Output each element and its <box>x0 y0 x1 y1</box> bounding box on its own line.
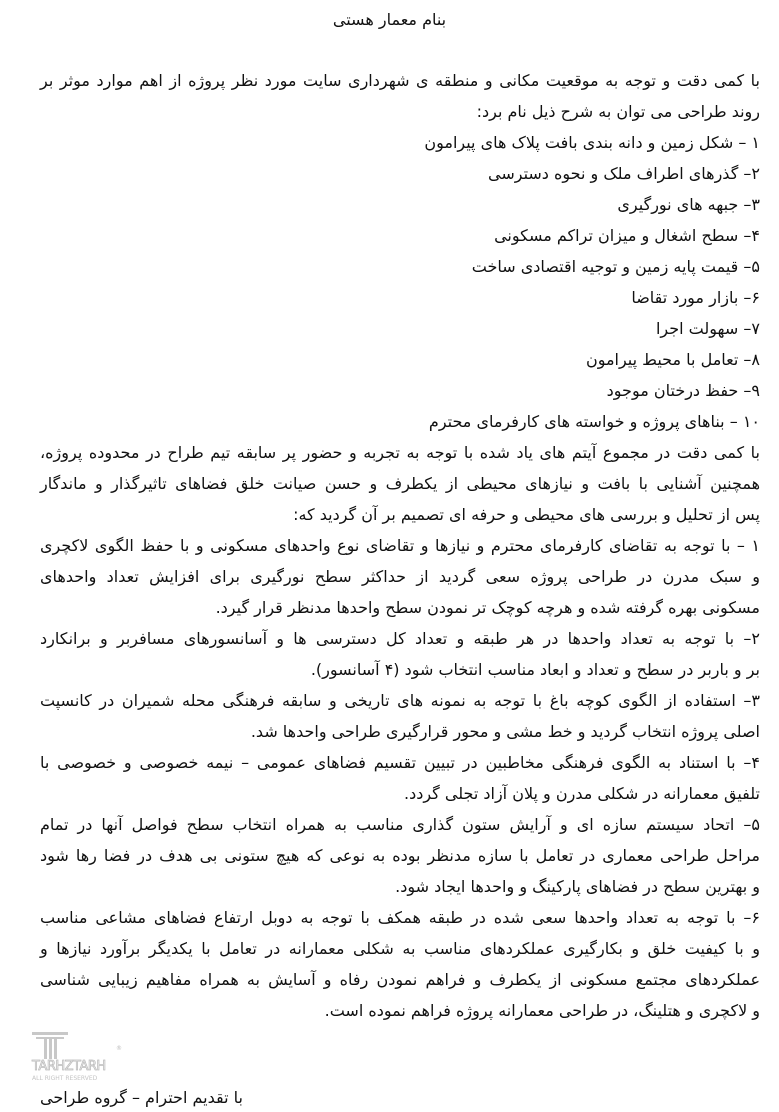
decision-line: و بهترین سطح در فضاهای پارکینگ و واحدها ایجاد شود. <box>395 877 760 896</box>
svg-text:®: ® <box>116 1045 122 1052</box>
summary-line: پس از تحلیل و بررسی های محیطی و حرفه ای تصمیم بر آن گردید که: <box>293 505 760 524</box>
decision-line: ۴– با استناد به الگوی فرهنگی مخاطبین در تبیین تقسیم فضاهای عمومی – نیمه خصوصی و خصوصی با <box>40 753 760 772</box>
decision-line: بر و باربر در سطح و تعداد و ابعاد مناسب انتخاب شود (۴ آسانسور). <box>310 660 760 679</box>
decision-line: ۱ – با توجه به تقاضای کارفرمای محترم و نیازها و تقاضای نوع واحدهای مسکونی و با حفظ الگوی لاکچری <box>40 536 760 555</box>
document-body <box>40 65 760 1026</box>
watermark-logo <box>28 1030 128 1082</box>
column-logo-icon <box>28 1030 128 1082</box>
factor-item: ۱ – شکل زمین و دانه بندی بافت پلاک های پیرامون <box>424 133 760 152</box>
factor-item: ۳– جبهه های نورگیری <box>617 195 760 214</box>
decision-line: اصلی پروژه انتخاب گردید و خط مشی و محور قرارگیری طراحی واحدها شد. <box>250 722 760 741</box>
factor-item: ۱۰ – بناهای پروژه و خواسته های کارفرمای محترم <box>428 412 760 431</box>
signature: با تقدیم احترام – گروه طراحی <box>40 1088 243 1107</box>
factor-item: ۶– بازار مورد تقاضا <box>631 288 760 307</box>
summary-line: با کمی دقت در مجموع آیتم های یاد شده با توجه به تجربه و حضور پر سابقه تیم طراح در محدوده پروژه، <box>40 443 760 462</box>
decision-line: و سبک مدرن در طراحی پروژه سعی گردید از حداکثر سطح نورگیری برای افزایش تعداد واحدهای <box>40 567 760 586</box>
svg-text:TARHZTARH: TARHZTARH <box>32 1059 106 1074</box>
decision-line: ۵– اتحاد سیستم سازه ای و آرایش ستون گذاری مناسب به همراه انتخاب سطح فواصل آنها در تمام <box>40 815 760 834</box>
decision-line: و لاکچری و هتلینگ، در طراحی معمارانه پروژه فراهم نموده است. <box>324 1001 760 1020</box>
summary-line: همچنین آشنایی با بافت و نیازهای محیطی از یکطرف و حسن صیانت خلق فضاهای تاثیرگذار و ماندگار <box>40 474 760 493</box>
svg-text:ALL RIGHT RESERVED: ALL RIGHT RESERVED <box>32 1075 98 1082</box>
decision-line: مسکونی بهره گرفته شده و هرچه کوچک تر نمودن سطح واحدها مدنظر قرار گیرد. <box>215 598 760 617</box>
intro-line: با کمی دقت و توجه به موقعیت مکانی و منطقه ی شهرداری سایت مورد نظر پروژه از اهم موارد موثر بر <box>40 71 760 90</box>
page-title: بنام معمار هستی <box>332 10 447 29</box>
factor-item: ۹– حفظ درختان موجود <box>606 381 760 400</box>
factor-item: ۵– قیمت پایه زمین و توجیه اقتصادی ساخت <box>471 257 760 276</box>
decision-line: عملکردهای مجتمع مسکونی از یکطرف و فراهم نمودن رفاه و آسایش به همراه مفاهیم زیبایی شناسی <box>40 970 760 989</box>
factor-item: ۸– تعامل با محیط پیرامون <box>585 350 760 369</box>
decision-line: تلفیق معمارانه در شکلی مدرن و پلان آزاد تجلی گردد. <box>404 784 760 803</box>
factor-item: ۴– سطح اشغال و میزان تراکم مسکونی <box>494 226 760 245</box>
factor-item: ۲– گذرهای اطراف ملک و نحوه دسترسی <box>488 164 760 183</box>
decision-line: ۳– استفاده از الگوی کوچه باغ با توجه به نمونه های تاریخی و سابقه فرهنگی محله شمیران در کانسپت <box>40 691 760 710</box>
decision-line: و با کیفیت خلق و بکارگیری عملکردهای مناسب به شکلی معمارانه در تعامل با یکدیگر برآورد نیازها و <box>40 939 760 958</box>
decision-line: مراحل طراحی معماری در تعامل با سازه مدنظر بوده به نوعی که هیچ ستونی بی هدف در فضا رها شود <box>40 846 760 865</box>
decision-line: ۲– با توجه به تعداد واحدها در هر طبقه و تعداد کل دسترسی ها و آسانسورهای مسافربر و برانکارد <box>40 629 760 648</box>
factor-item: ۷– سهولت اجرا <box>655 319 760 338</box>
document-footer <box>32 1030 760 1112</box>
decision-line: ۶– با توجه به تعداد واحدها سعی شده در طبقه همکف با توجه به دوبل ارتفاع فضاهای مشاعی مناسب <box>40 908 760 927</box>
intro-line: روند طراحی می توان به شرح ذیل نام برد: <box>476 102 760 121</box>
